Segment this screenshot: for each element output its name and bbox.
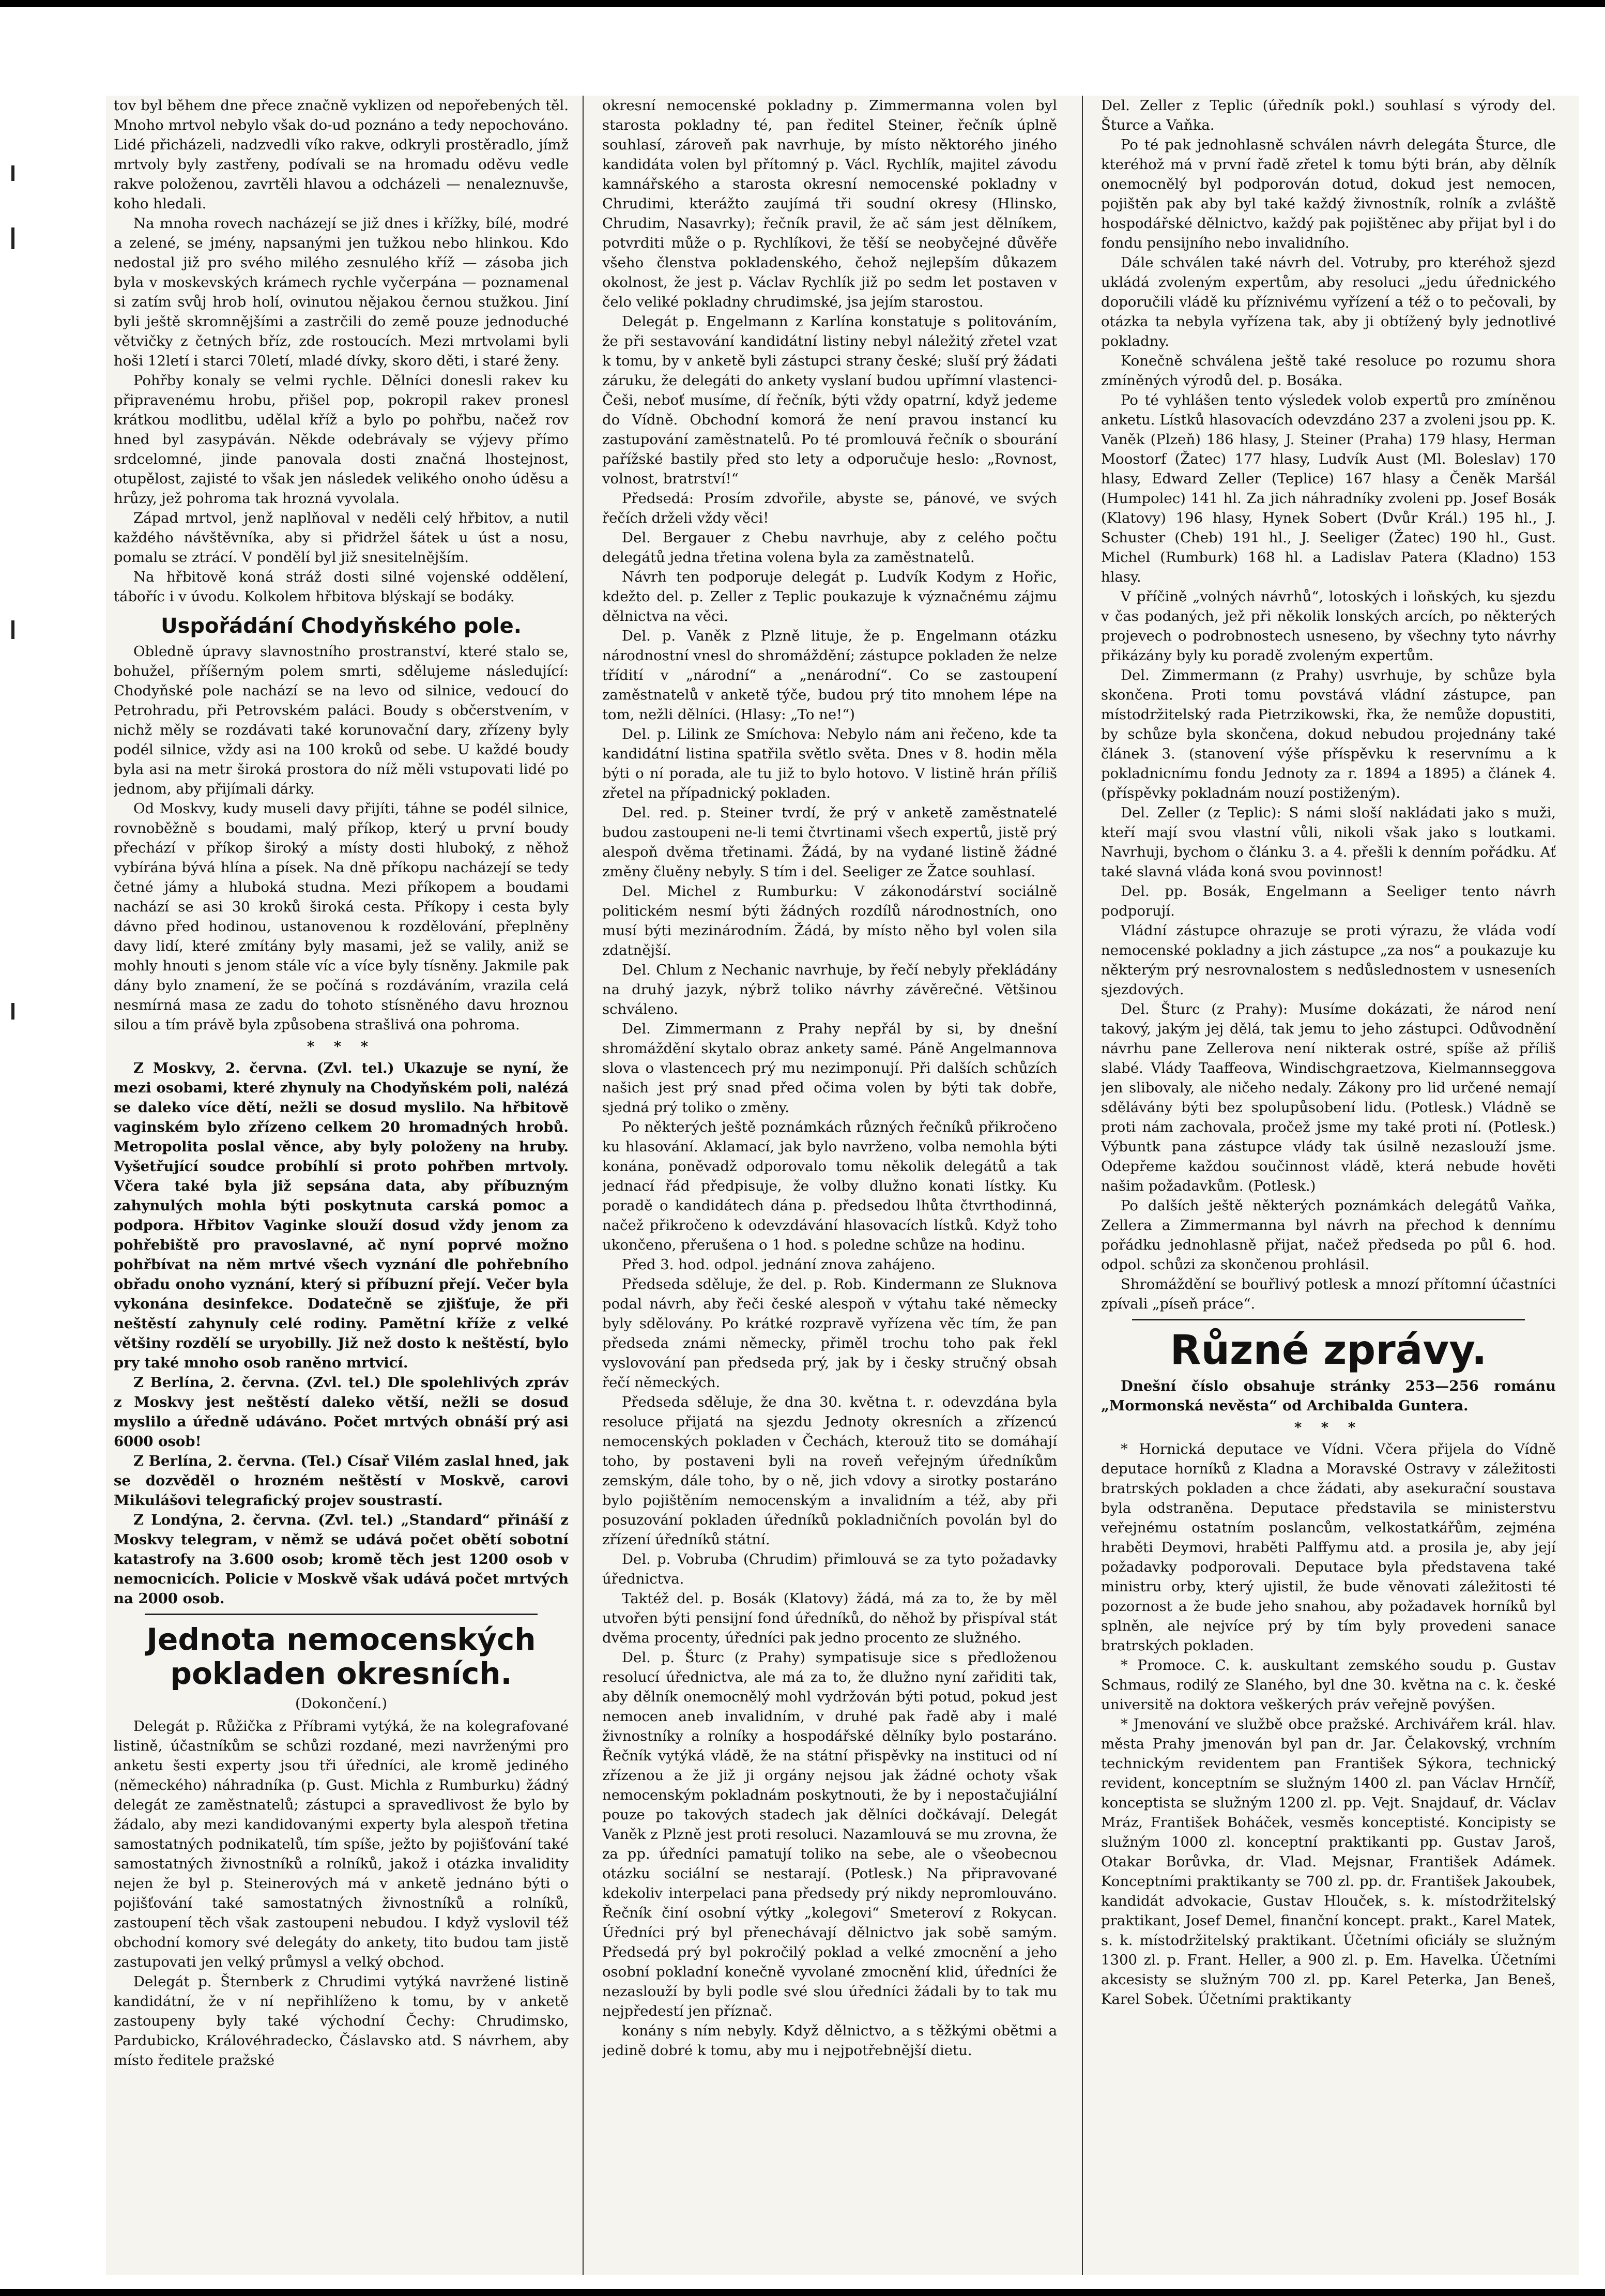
article-paragraph: Dnešní číslo obsahuje stránky 253—256 románu „Mormonská nevěsta“ od Archibalda Guntera. [1101,1378,1556,1414]
scan-edge-top [0,0,1605,7]
article-paragraph: konány s ním nebyly. Když dělnictvo, a s těžkými obětmi a jedině dobré k tomu, aby mu i nejpotřebnější dietu. [602,2023,1057,2059]
article-paragraph: Na hřbitově koná stráž dosti silné vojenské oddělení, táboříc i v úvodu. Kolkolem hřbitova blýskají se bodáky. [114,569,569,605]
article-paragraph: Del. Chlum z Nechanic navrhuje, by řečí nebyly překládány na druhý jazyk, nýbrž toliko návrhy závěrečné. Většinou schváleno. [602,962,1057,1017]
article-paragraph: Del. Zimmermann z Prahy nepřál by si, by dnešní shromáždění skytalo obraz ankety samé. Páně Angelmannova slova o vlastencech prý mu nezimponují. Při dalších schůzích našich jest prý snad před očima volen by býti tak dobře, sjedná prý toliko o změny. [602,1021,1057,1116]
article-paragraph: Návrh ten podporuje delegát p. Ludvík Kodym z Hořic, kdežto del. p. Zeller z Teplic poukazuje k význačnému zájmu dělnictva na věci. [602,569,1057,625]
separator-stars: * * * [1294,1419,1363,1436]
article-paragraph: Předsedá: Prosím zdvořile, abyste se, pánové, ve svých řečích drželi vždy věci! [602,490,1057,526]
column-1 [114,96,569,2275]
news-item: Z Londýna, 2. června. (Zvl. tel.) „Standard“ přináší z Moskvy telegram, v němž se udává počet obětí sobotní katastrofy na 3.600 osob; kromě těch jest 1200 osob v nemocnicích. Policie v Moskvě však udává počet mrtvých na 2000 osob. [114,1512,569,1607]
article-paragraph: Po té vyhlášen tento výsledek volob expertů pro zmíněnou anketu. Lístků hlasovacích odevzdáno 237 a zvoleni jsou pp. K. Vaněk (Plzeň) 186 hlasy, J. Steiner (Praha) 179 hlasy, Herman Moostorf (Žatec) 177 hlasy, Ludvík Aust (Ml. Boleslav) 170 hlasy, Edward Zeller (Teplice) 167 hlasy a Čeněk Maršál (Humpolec) 141 hl. Za jich náhradníky zvoleni pp. Josef Bosák (Klatovy) 196 hlasy, Hynek Sobert (Dvůr Král.) 195 hl., J. Schuster (Cheb) 191 hl., J. Seeliger (Žatec) 190 hl., Gust. Michel (Rumburk) 168 hl. a Ladislav Patera (Kladno) 153 hlasy. [1101,392,1556,585]
article-paragraph: tov byl během dne přece značně vyklizen od nepořebených těl. Mnoho mrtvol nebylo však do-ud poznáno a tedy nepochováno. Lidé přicházeli, nadzvedli víko rakve, odkryli prostěradlo, jímž mrtvoly byly zastřeny, podívali se na hromadu oděvu vedle rakve položenou, zavrtěli hlavou a odcházeli — nenaleznuvše, koho hledali. [114,97,569,212]
article-paragraph: Delegát p. Šternberk z Chrudimi vytýká navržené listině kandidátní, že v ní nepřihlíženo k tomu, by v anketě zastoupeny byly také východní Čechy: Chrudimsko, Pardubicko, Královéhradecko, Čáslavsko atd. S návrhem, aby místo ředitele pražské [114,1973,569,2069]
article-paragraph: Taktéž del. p. Bosák (Klatovy) žádá, má za to, že by měl utvořen býti pensijní fond úředníků, do něhož by přispíval stát dvěma procenty, úředníci pak jedno procento ze služného. [602,1590,1057,1646]
article-paragraph: Del. red. p. Steiner tvrdí, že prý v anketě zaměstnatelé budou zastoupeni ne-li temi čtvrtinami všech expertů, jistě prý alespoň dvěma třetinami. Žádá, by na vydané listině žádné změny čluěny nebyly. S tím i del. Seeliger ze Žatce souhlasí. [602,804,1057,880]
article-paragraph: Del. p. Vaněk z Plzně lituje, že p. Engelmann otázku národnostní vnesl do shromáždění; zástupce pokladen že nelze třídití v „národní“ a „nenárodní“. Co se zastoupení zaměstnatelů v anketě týče, budou prý tito mnohem lépe na tom, nežli dělníci. (Hlasy: „To ne!“) [602,628,1057,723]
news-item: Z Berlína, 2. června. (Zvl. tel.) Dle spolehlivých zpráv z Moskvy jest neštěstí daleko větší, nežli se dosud myslilo a úředně udáváno. Počet mrtvých obnáší prý asi 6000 osob! [114,1374,569,1450]
article-paragraph: Západ mrtvol, jenž naplňoval v neděli celý hřbitov, a nutil každého návštěvníka, aby si přidržel šátek u úst a nosu, pomalu se ztrácí. V pondělí byl již snesitelnějším. [114,510,569,566]
article-paragraph: Del. Zeller (z Teplic): S námi sloší nakládati jako s muži, kteří mají svou vlastní vůli, nikoli však jako s loutkami. Navrhuji, bychom o článku 3. a 4. přešli k denním pořádku. Ať také slavná vláda koná svou povinnost! [1101,804,1556,880]
column-rule [1082,96,1083,2275]
column-2 [602,96,1057,2275]
article-paragraph: Vládní zástupce ohrazuje se proti výrazu, že vláda vodí nemocenské pokladny a jich zástupce „za nos“ a poukazuje ku některým prý nesrovnalostem s nedůslednostem v usneseních sjezdových. [1101,922,1556,998]
article-paragraph: okresní nemocenské pokladny p. Zimmermanna volen byl starosta pokladny té, pan ředitel Steiner, řečník úplně souhlasí, zároveň pak navrhuje, by místo něktorého jiného kandidáta volen byl přítomný p. Václ. Rychlík, majitel závodu kamnářského a starosta okresní nemocenské pokladny v Chrudimi, kterážto zaujímá tři soudní okresy (Hlinsko, Chrudim, Nasavrky); řečník pravil, že ač sám jest dělníkem, potvrditi může o p. Rychlíkovi, že těší se neobyčejné důvěře všeho členstva pokladenského, čehož nejlepším důkazem okolnost, že jest p. Václav Rychlík již po sedm let postaven v čelo veliké pokladny chrudimské, jsa jejím starostou. [602,97,1057,310]
article-paragraph: Del. p. Vobruba (Chrudim) přimlouvá se za tyto požadavky úřednictva. [602,1551,1057,1587]
news-item: * Hornická deputace ve Vídni. Včera přijela do Vídně deputace horníků z Kladna a Moravské Ostravy v záležitosti bratrských pokladen a chce žádati, aby asekurační soustava byla odstraněna. Deputace představila se ministerstvu veřejnému ostatním poslancům, velkostatkářům, zejména hraběti Deymovi, hraběti Palffymu atd. a prosila je, aby její požadavky podporovali. Deputace byla představena také ministru orby, který ujistil, že bude věnovati záležitosti té pozornost a že bude jeho snahou, aby požadavek horníků byl splněn, ale nejvíce prý by tím byly provedeni sanace bratrských pokladen. [1101,1441,1556,1654]
article-paragraph: V příčině „volných návrhů“, lotoských i loňských, ku sjezdu v čas podaných, jež při několik lonských arcích, po některých projevech o podrobnostech usneseno, by všechny tyto návrhy přikázány byly ku poradě zvoleným expertům. [1101,588,1556,664]
article-paragraph: Del. Zimmermann (z Prahy) usvrhuje, by schůze byla skončena. Proti tomu povstává vládní zástupce, pan místodržitelský rada Pietrzikowski, řka, že nemůže dopustiti, by schůze byla skončena, dokud nebudou projednány také článek 3. (stanovení výše příspěvku k reservnímu a k pokladnicnímu fondu Jednoty za r. 1894 a 1895) a článek 4. (příspěvky pokladnám nouzí postiženým). [1101,667,1556,801]
article-paragraph: Del. p. Šturc (z Prahy) sympatisuje sice s předloženou resolucí úřednictva, ale má za to, že dlužno nyní zařiditi tak, aby dělník onemocnělý mohl vydržován býti potud, pokud jest nemocen aneb invalidním, v druhé pak řadě aby i malé živnostníky a rolníky a hospodářské dělníky bylo postaráno. Řečník vytýká vládě, že na státní přispěvky na instituci od ní zřízenou a že již ji orgány nejsou jak žádné ochoty však nemocenským pokladnám poskytnouti, že by i nepostačujiální pouze po takových stadech jak dělníci dočkávají. Delegát Vaněk z Plzně jest proti resoluci. Nazamlouvá se mu zrovna, že za pp. úředníci pamatují toliko na sebe, ale o všeobecnou otázku sociální se nestarají. (Potlesk.) Na připravované kdekoliv interpelaci pana předsedy prý nikdy nepromlouváno. Řečník činí osobní výtky „kolegovi“ Smeteroví z Rokycan. Úředníci prý byl přenechávají dělnictvo jak sobě samým. Předsedá prý byl pokročilý poklad a velké zmocnění a jeho osobní pokladní konečně vyvolané zmocnění klid, úředníci že nezaslouží by byli podle své slou úředníci žádali by to tak mu nejpředestí jen příznač. [602,1649,1057,2019]
article-paragraph: Pohřby konaly se velmi rychle. Dělníci donesli rakev ku připravenému hrobu, přišel pop, pokropil rakev pronesl krátkou modlitbu, udělal kříž a bylo po pohřbu, načež rov hned byl zasypáván. Někde odebrávaly se výjevy přímo srdcelomné, jinde panovala dosti značná lhostejnost, otupělost, zajisté to však jen následek velikého onoho úděsu a hrůzy, jež pohroma tak hrozná vyvolala. [114,372,569,507]
article-paragraph: Dále schválen také návrh del. Votruby, pro kteréhož sjezd ukládá zvoleným expertům, aby resoluci „jedu úřednického doporučili vládě ku příznivému vyřízení a též o to pečovali, by otázka ta nebyla vyřízena tak, aby ji obtížený byly jednotlivé pokladny. [1101,254,1556,349]
article-paragraph: Před 3. hod. odpol. jednání znova zahájeno. [622,1256,936,1273]
news-item: * Jmenování ve službě obce pražské. Archivářem král. hlav. města Prahy jmenován byl pan dr. Jar. Čelakovský, vrchním technickým revidentem pan František Sýkora, technický revident, konceptním se služným 1400 zl. pan Václav Hrnčíř, konceptista se služným 1200 zl. pp. Vejt. Snajdauf, dr. Václav Mráz, František Boháček, vesměs konceptisté. Koncipisty se služným 1000 zl. konceptní praktikanti pp. Gustav Jaroš, Otakar Borůvka, dr. Vlad. Mejsnar, František Adámek. Konceptními praktikanty se 700 zl. pp. dr. František Jakoubek, kandidát advokacie, Gustav Hlouček, s. k. místodržitelský praktikant, Josef Demel, finanční koncept. prakt., Karel Matek, s. k. místodržitelský praktikant. Účetními oficiály se služným 1300 zl. p. Frant. Heller, a 900 zl. p. Em. Havelka. Účetními akcesisty se služným 700 zl. pp. Karel Peterka, Jan Beneš, Karel Sobek. Účetními praktikanty [1101,1716,1556,2008]
article-paragraph: Po některých ještě poznámkách různých řečníků přikročeno ku hlasování. Aklamací, jak bylo navrženo, volba nemohla býti konána, poněvadž odporovalo tomu několik delegátů a tak jednací řád předpisuje, že volby dlužno konati lístky. Ku poradě o kandidátech dána p. předsedou lhůta čtvrthodinná, načež přikročeno k odevzdávání hlasovacích lístků. Když toho ukončeno, přerušena o 1 hod. s poledne schůze na hodinu. [602,1119,1057,1253]
scan-edge-bottom [0,2289,1605,2296]
section-heading: Různé zprávy. [1170,1327,1487,1374]
newspaper-page [106,96,1579,2275]
article-paragraph: Od Moskvy, kudy museli davy přijíti, táhne se podél silnice, rovnoběžně s boudami, malý příkop, který u první boudy přechází v příkop široký a místy dosti hluboký, z něhož vybírána bývá hlína a písek. Na dně příkopu nacházejí se tedy četné jámy a hluboká studna. Mezi příkopem a boudami nachází se asi 30 kroků široká cesta. Příkopy i cesta byly dávno před hodinou, ustanovenou k rozdělování, přeplněny davy lidí, které zmítány byly masami, jež se valily, aniž se mohly hnouti s jenom stále víc a více byly tísněny. Jakmile pak dány bylo znamení, že se počíná s rozdáváním, vrazila celá nesmírná masa ze zadu do tohoto stísněného davu hroznou silou a tím právě byla způsobena strašlivá ona pohroma. [114,800,569,1033]
margin-mark [11,1003,14,1020]
section-rule [1132,1319,1525,1320]
article-paragraph: Del. Michel z Rumburku: V zákonodárství sociálně politickém nesmí býti žádných rozdílů národnostních, ono musí býti mezinárodním. Žádá, by místo něho byl volen sila zdatnější. [602,883,1057,959]
column-rule [583,96,584,2275]
article-paragraph: Obledně úpravy slavnostního prostranství, které stalo se, bohužel, příšerným polem smrti, sdělujeme následující: Chodyňské pole nachází se na levo od silnice, vedoucí do Petrohradu, při Petrovském paláci. Boudy s občerstvením, v nichž měly se rozdávati také korunovační dary, zřízeny byly podél silnice, vždy asi na 100 kroků od sebe. U každé boudy byla asi na metr široká prostora do níž měli vstupovati lidé po jednom, aby přijímali dárky. [114,643,569,797]
margin-mark [11,620,14,639]
news-item: Z Moskvy, 2. června. (Zvl. tel.) Ukazuje se nyní, že mezi osobami, které zhynuly na Chodyňském poli, nalézá se daleko více dětí, nežli se dosud myslilo. Na hřbitově vaginském bylo zřízeno celkem 20 hromadných hrobů. Metropolita poslal věnce, aby byly položeny na hruby. Vyšetřující soudce probíhlí si proto pohřben mrtvoly. Včera také byla již sepsána data, aby příbuzným zahynulých mohla býti poskytnuta carská pomoc a podpora. Hřbitov Vaginke slouží dosud vždy jenom za pohřebiště pro pravoslavné, ač nyní poprvé možno pohřbívat na něm mrtvé všech vyznání dle pohřebního obřadu onoho vyznání, který si příbuzní přejí. Večer byla vykonána desinfekce. Dodatečně se zjišťuje, že při neštěstí zahynuly celé rodiny. Pamětní kříže z velké většiny rozdělí se uryobilly. Již než dosto k neštěstí, bylo pry také mnoho osob raněno mrtvicí. [114,1060,569,1371]
article-paragraph: Del. Šturc (z Prahy): Musíme dokázati, že národ není takový, jakým jej dělá, tak jemu to jeho zástupci. Odůvodnění návrhu pane Zellerova není nikterak ostré, spíše až příliš slabé. Vlády Taaffeova, Windischgraetzova, Kielmannseggova jen slibovaly, ale ničeho nedaly. Zákony pro lid určené nemají sdělávány býti bez spolupůsobení lidu. (Potlesk.) Vládně se proti nám zachovala, pročež jsme my také proti ní. (Potlesk.) Výbuntk pana zástupce vlády tak úsilně nezaslouží jsme. Odepřeme každou součinnost vládě, která nebude hověti našim požadavkům. (Potlesk.) [1101,1001,1556,1194]
article-paragraph: Po dalších ještě některých poznámkách delegátů Vaňka, Zellera a Zimmermanna byl návrh na přechod k dennímu pořádku jednohlasně přijat, načež předseda po půl 6. hod. odpol. schůzi za skončenou prohlásil. [1101,1197,1556,1273]
article-paragraph: Delegát p. Růžička z Příbrami vytýká, že na kolegrafované listině, účastníkům se schůzi rozdané, mezi navrženými pro anketu šesti experty jsou tři úředníci, ale kromě jediného (německého) náhradníka (p. Gust. Michla z Rumburku) žádný delegát ze zaměstnatelů; zástupci a spravedlivost že bylo by žádalo, aby mezi kandidovanými experty byla alespoň třetina samostatných podnikatelů, tím spíše, ježto by pojišťování také samostatných živnostníků a rolníků, jakož i otázka invalidity nejen že byl p. Steinerových má v anketě jednáno býti o pojišťování také samostatných živnostníků a rolníků, zastoupení těch však zastoupeni nebudou. I když vyslovil též obchodní komory své delegáty do ankety, tito budou tam jistě zastupovati jen velký průmysl a velký obchod. [114,1718,569,1970]
article-paragraph: Předseda sděluje, že del. p. Rob. Kindermann ze Sluknova podal návrh, aby řeči české alespoň v výtahu také německy byly sdělovány. Po krátké rozpravě vyřízena věc tím, že pan předseda známi německy, přiměl trochu toho pak řekl vyslovování pan předseda prý, jak by i česky stručný obsah řečí německých. [602,1276,1057,1391]
article-paragraph: Na mnoha rovech nacházejí se již dnes i křížky, bílé, modré a zelené, se jmény, napsanými jen tužkou nebo hlinkou. Kdo nedostal již pro svého milého zesnulého kříž — zásoba jich byla v moskevských krámech rychle vyčerpána — poznamenal si zatím svůj hrob holí, ovinutou nějakou černou stužkou. Jiní byli ještě skromnějšími a zastrčili do země pouze jednoduché větvičky z četných bříz, zde rostoucích. Mezi mrtvolami byli hoši 12letí i starci 70letí, mladé dívky, skoro děti, i staré ženy. [114,215,569,369]
article-paragraph: Delegát p. Engelmann z Karlína konstatuje s politováním, že při sestavování kandidátní listiny nebyl náležitý zřetel vzat k tomu, by v anketě byli zástupci strany české; sluší prý žádati záruku, že delegáti do ankety vyslaní budou upřímní vlastenci-Češi, neboť musíme, dí řečník, býti vždy opatrní, když jedeme do Vídně. Obchodní komorá že není pravou instancí ku zastupování zaměstnatelů. Po té promlouvá řečník o sbourání pařížské bastily před sto lety a odporučuje heslo: „Rovnost, volnost, bratrství!“ [602,313,1057,487]
margin-mark [11,165,14,181]
article-paragraph: Del. Zeller z Teplic (úředník pokl.) souhlasí s výrody del. Šturce a Vaňka. [1101,97,1556,133]
article-paragraph: Del. pp. Bosák, Engelmann a Seeliger tento návrh podporují. [1101,883,1556,919]
article-paragraph: Shromáždění se bouřlivý potlesk a mnozí přítomní účastníci zpívali „píseň práce“. [1101,1276,1556,1312]
section-heading: Uspořádání Chodyňského pole. [161,614,522,638]
section-heading: Jednota nemocenských pokladen okresních. [146,1622,536,1691]
article-paragraph: Konečně schválena ještě také resoluce po rozumu shora zmíněných výrodů del. p. Bosáka. [1101,353,1556,389]
section-rule [145,1614,538,1615]
column-3 [1101,96,1556,2275]
article-paragraph: Del. Bergauer z Chebu navrhuje, aby z celého počtu delegátů jedna třetina volena byla za zaměstnatelů. [602,529,1057,566]
article-paragraph: Po té pak jednohlasně schválen návrh delegáta Šturce, dle kteréhož má v první řadě zřetel k tomu býti brán, aby dělník onemocnělý byl podporován dotud, dokud jest nemocen, pojištěn pak aby byl také každý živnostník, rolník a zvláště hospodářské dělnictvo, každý pak pojištěnec aby přijat byl i do fondu pensijního nebo invalidního. [1101,136,1556,251]
section-subheading: (Dokončení.) [295,1695,387,1712]
news-item: * Promoce. C. k. auskultant zemského soudu p. Gustav Schmaus, rodilý ze Slaného, byl dne 30. května na c. k. české universitě na doktora veškerých práv veřejně povýšen. [1101,1657,1556,1713]
margin-mark [11,227,14,249]
news-item: Z Berlína, 2. června. (Tel.) Císař Vilém zaslal hned, jak se dozvěděl o hrozném neštěstí v Moskvě, carovi Mikulášovi telegrafický projev soustrastí. [114,1453,569,1509]
article-paragraph: Del. p. Lilink ze Smíchova: Nebylo nám ani řečeno, kde ta kandidátní listina spatřila světlo světa. Dnes v 8. hodin měla býti o ní porada, ale tu již to bylo hotovo. V listině hrán příliš zřetel na případnický pokladen. [602,726,1057,801]
article-paragraph: Předseda sděluje, že dna 30. května t. r. odevzdána byla resoluce přijatá na sjezdu Jednoty okresních a zřízencú nemocenských pokladen v Čechách, kterouž tito se domáhají toho, by postaveni byli na roveň veřejným úředníkům zemským, dále toho, by o ně, jich vdovy a sirotky postaráno bylo pojištěním nemocenským a invalidním a též, aby při posuzování pokladen úředníků pokladničních povolán byl do zřízení úředníků státní. [602,1394,1057,1548]
separator-stars: * * * [307,1038,376,1055]
